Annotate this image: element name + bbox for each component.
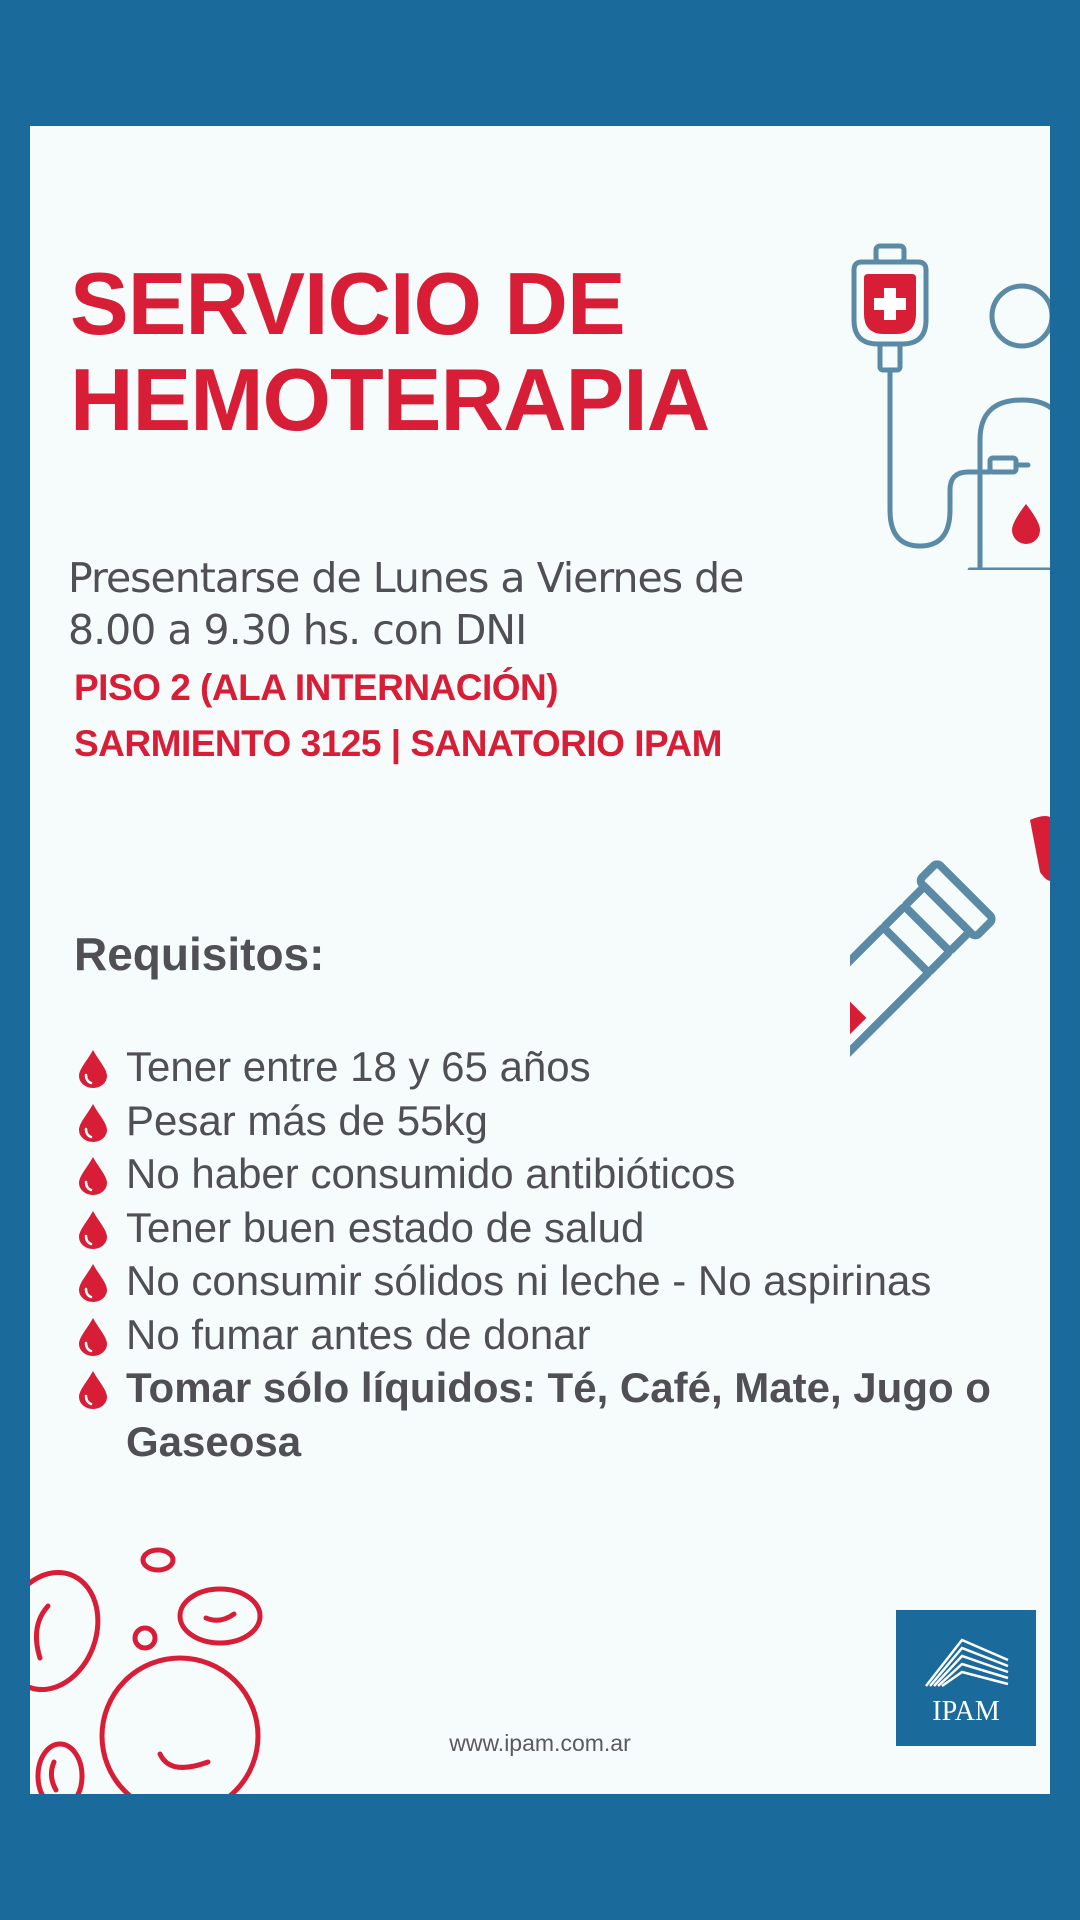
list-item [74, 1361, 1034, 1468]
list-item [74, 1308, 1034, 1362]
requirement-text: Tener entre 18 y 65 años [126, 1043, 591, 1090]
blood-drop-icon [76, 1049, 110, 1089]
website-url: www.ipam.com.ar [449, 1730, 631, 1756]
building-icon [922, 1630, 1012, 1690]
blood-drop-icon [76, 1210, 110, 1250]
blood-transfusion-icon [830, 240, 1050, 570]
list-item [74, 1040, 1034, 1094]
logo-text: IPAM [932, 1696, 1000, 1727]
page-title [70, 256, 709, 448]
title-line-1: SERVICIO DE [70, 254, 625, 353]
address-floor: PISO 2 (ALA INTERNACIÓN) [74, 667, 559, 708]
requirement-text: No haber consumido antibióticos [126, 1150, 736, 1197]
blood-drop-icon [76, 1370, 110, 1410]
poster-card [30, 126, 1050, 1794]
schedule-line-2: 8.00 a 9.30 hs. con DNI [68, 606, 527, 654]
requirements-heading: Requisitos: [74, 928, 325, 980]
blood-drop-icon [76, 1103, 110, 1143]
requirement-text: Tener buen estado de salud [126, 1203, 645, 1251]
requirement-text: Pesar más de 55kg [126, 1096, 488, 1144]
list-item [74, 1094, 1034, 1148]
blood-drop-icon [76, 1263, 110, 1303]
ipam-logo [896, 1610, 1036, 1746]
schedule-line-1: Presentarse de Lunes a Viernes de [68, 554, 744, 602]
list-item [74, 1201, 1034, 1255]
list-item [74, 1147, 1034, 1201]
address-street: SARMIENTO 3125 | SANATORIO IPAM [74, 723, 722, 764]
schedule-text [68, 552, 743, 656]
requirement-text: No consumir sólidos ni leche - No aspirinas [126, 1257, 932, 1304]
blood-drop-icon [76, 1156, 110, 1196]
blood-drop-icon [76, 1317, 110, 1357]
title-line-2: HEMOTERAPIA [70, 350, 710, 449]
requirement-text: Tomar sólo líquidos: Té, Café, Mate, Jugo o Gaseosa [126, 1364, 991, 1465]
list-item [74, 1254, 1034, 1308]
requirements-list [74, 1040, 1034, 1468]
requirement-text: No fumar antes de donar [126, 1310, 591, 1358]
